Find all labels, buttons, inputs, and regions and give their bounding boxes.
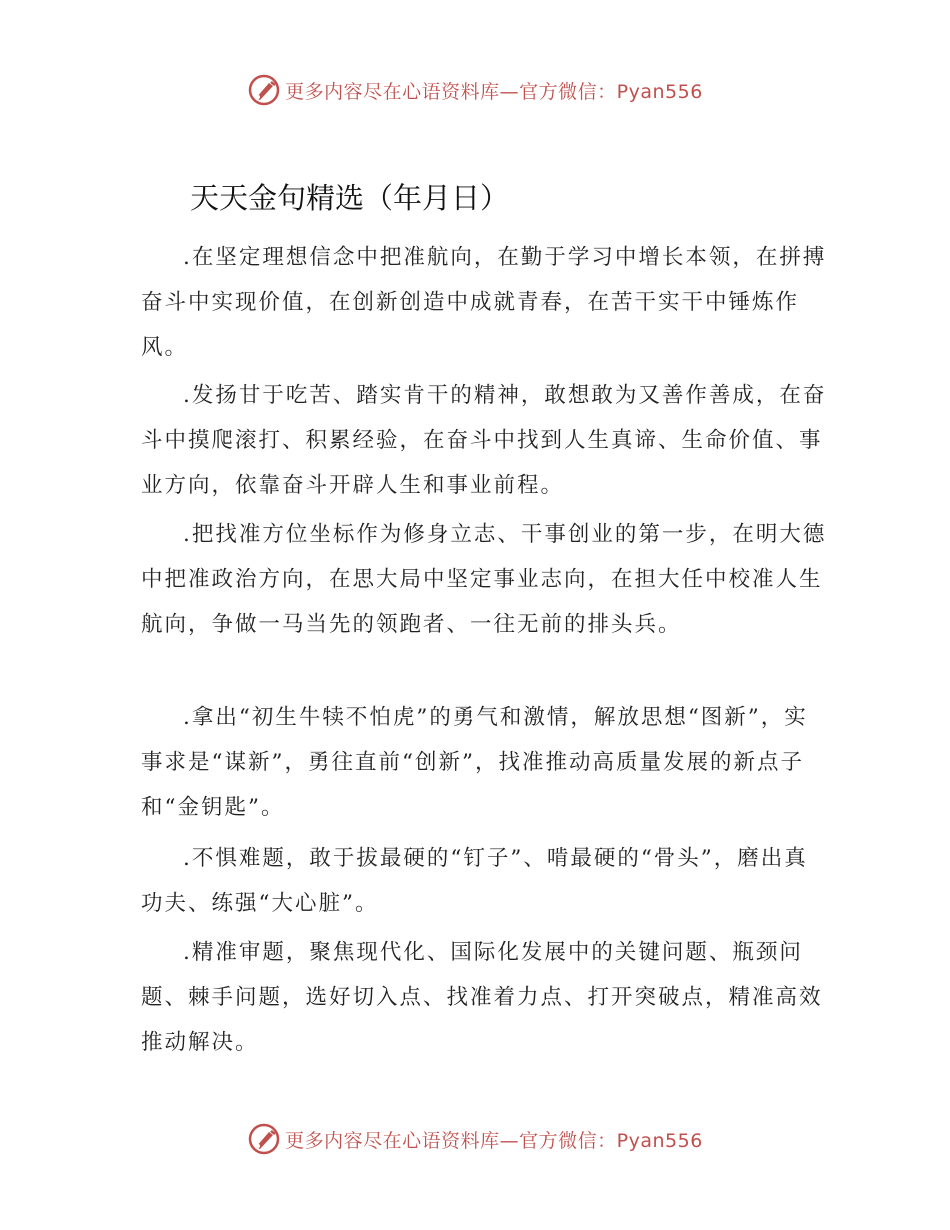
banner-sub-text: 官方微信：Pyan556 xyxy=(519,80,703,103)
banner-main-text: 更多内容尽在心语资料库 xyxy=(285,80,500,103)
pen-nib-logo-icon xyxy=(247,1122,281,1156)
banner-sub-text: 官方微信：Pyan556 xyxy=(519,1129,703,1152)
quote-paragraph: .在坚定理想信念中把准航向，在勤于学习中增长本领，在拼搏奋斗中实现价值，在创新创造中成就青春，在苦干实干中锤炼作风。 xyxy=(141,245,827,360)
banner-dash: — xyxy=(499,1129,520,1152)
pen-nib-logo-icon xyxy=(247,73,281,107)
footer-banner xyxy=(0,1119,950,1159)
quote-paragraph: .精准审题，聚焦现代化、国际化发展中的关键问题、瓶颈问题、棘手问题，选好切入点、找准着力点、打开突破点，精准高效推动解决。 xyxy=(141,940,823,1055)
quote-paragraph: .把找准方位坐标作为修身立志、干事创业的第一步，在明大德中把准政治方向，在思大局中坚定事业志向，在担大任中校准人生航向，争做一马当先的领跑者、一往无前的排头兵。 xyxy=(141,522,827,637)
page-title: 天天金句精选（年月日） xyxy=(190,181,510,215)
banner-dash: — xyxy=(499,80,520,103)
banner-main-text: 更多内容尽在心语资料库 xyxy=(285,1129,500,1152)
banner-text xyxy=(285,1126,703,1153)
banner-text xyxy=(285,77,703,104)
quote-paragraph: .不惧难题，敢于拔最硬的“钉子”、啃最硬的“骨头”，磨出真功夫、练强“大心脏”。 xyxy=(141,846,808,916)
quote-paragraph: .拿出“初生牛犊不怕虎”的勇气和激情，解放思想“图新”，实事求是“谋新”，勇往直前“创新”，找准推动高质量发展的新点子和“金钥匙”。 xyxy=(141,705,808,820)
header-banner xyxy=(0,70,950,110)
quote-paragraph: .发扬甘于吃苦、踏实肯干的精神，敢想敢为又善作善成，在奋斗中摸爬滚打、积累经验，在奋斗中找到人生真谛、生命价值、事业方向，依靠奋斗开辟人生和事业前程。 xyxy=(141,383,827,498)
